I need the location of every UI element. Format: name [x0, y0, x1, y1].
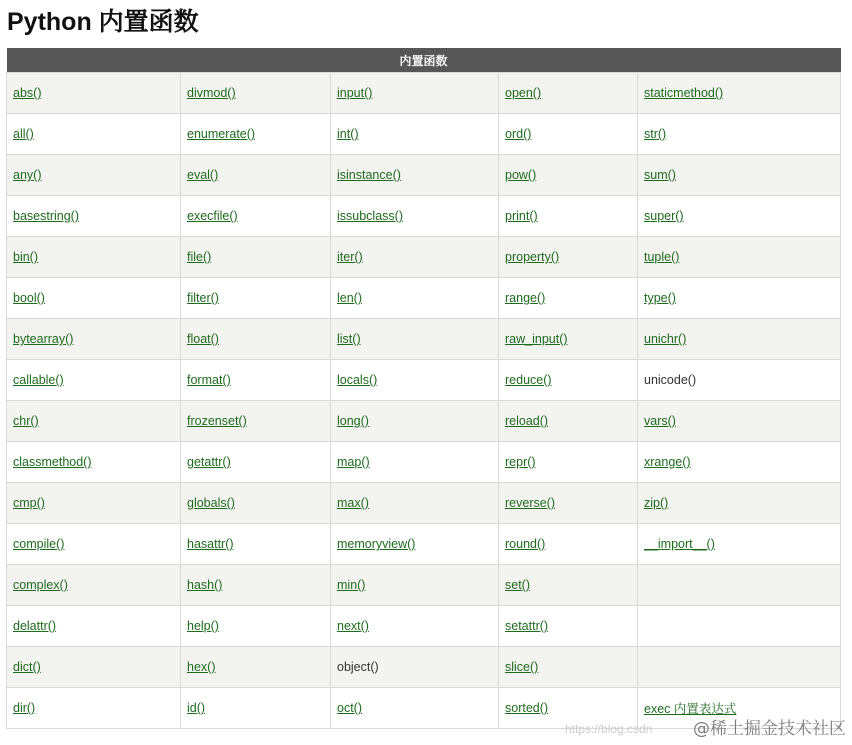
function-link[interactable]: reload()	[505, 414, 549, 428]
table-cell	[7, 319, 181, 360]
table-cell	[331, 483, 499, 524]
function-link[interactable]: any()	[13, 168, 42, 182]
table-body	[7, 73, 841, 729]
function-link[interactable]: isinstance()	[337, 168, 401, 182]
table-cell	[638, 401, 841, 442]
function-link[interactable]: super()	[644, 209, 684, 223]
function-link[interactable]: xrange()	[644, 455, 691, 469]
function-link[interactable]: filter()	[187, 291, 219, 305]
table-cell	[499, 278, 638, 319]
table-cell	[181, 319, 331, 360]
table-cell	[331, 278, 499, 319]
table-cell	[499, 647, 638, 688]
watermark: @稀土掘金技术社区	[693, 719, 846, 739]
function-text: object()	[337, 660, 379, 674]
table-row	[7, 114, 841, 155]
table-cell	[638, 114, 841, 155]
function-link[interactable]: unichr()	[644, 332, 687, 346]
function-link[interactable]: enumerate()	[187, 127, 256, 141]
function-link[interactable]: iter()	[337, 250, 363, 264]
table-cell	[331, 73, 499, 114]
function-link[interactable]: execfile()	[187, 209, 238, 223]
function-link[interactable]: file()	[187, 250, 212, 264]
table-cell	[181, 606, 331, 647]
function-link[interactable]: reduce()	[505, 373, 552, 387]
table-row	[7, 73, 841, 114]
function-link[interactable]: pow()	[505, 168, 537, 182]
function-link[interactable]: type()	[644, 291, 676, 305]
table-row	[7, 237, 841, 278]
table-cell	[7, 688, 181, 729]
table-cell	[181, 647, 331, 688]
table-cell	[638, 524, 841, 565]
table-cell	[499, 73, 638, 114]
function-link[interactable]: tuple()	[644, 250, 680, 264]
table-cell	[331, 647, 499, 688]
table-cell	[499, 401, 638, 442]
table-row	[7, 196, 841, 237]
table-cell	[331, 688, 499, 729]
function-link[interactable]: getattr()	[187, 455, 231, 469]
table-cell	[181, 196, 331, 237]
builtins-table	[6, 48, 841, 729]
table-cell	[638, 155, 841, 196]
function-link[interactable]: set()	[505, 578, 530, 592]
function-link[interactable]: help()	[187, 619, 219, 633]
function-link[interactable]: list()	[337, 332, 361, 346]
table-cell	[331, 319, 499, 360]
table-row	[7, 606, 841, 647]
table-cell	[638, 360, 841, 401]
function-link[interactable]: bin()	[13, 250, 39, 264]
table-cell	[638, 606, 841, 647]
table-cell	[7, 606, 181, 647]
table-cell	[181, 73, 331, 114]
function-link[interactable]: compile()	[13, 537, 65, 551]
table-cell	[181, 483, 331, 524]
table-cell	[499, 524, 638, 565]
function-link[interactable]: ord()	[505, 127, 532, 141]
table-row	[7, 360, 841, 401]
table-cell	[638, 442, 841, 483]
function-link[interactable]: all()	[13, 127, 34, 141]
table-row	[7, 442, 841, 483]
function-link[interactable]: classmethod()	[13, 455, 92, 469]
function-link[interactable]: __import__()	[644, 537, 715, 551]
table-cell	[499, 155, 638, 196]
function-link[interactable]: exec 内置表达式	[644, 702, 737, 716]
function-link[interactable]: eval()	[187, 168, 219, 182]
function-link[interactable]: bool()	[13, 291, 45, 305]
table-cell	[499, 565, 638, 606]
function-link[interactable]: raw_input()	[505, 332, 568, 346]
function-link[interactable]: hash()	[187, 578, 223, 592]
function-link[interactable]: zip()	[644, 496, 669, 510]
function-link[interactable]: oct()	[337, 701, 362, 715]
function-link[interactable]: callable()	[13, 373, 64, 387]
function-link[interactable]: issubclass()	[337, 209, 403, 223]
function-link[interactable]: bytearray()	[13, 332, 74, 346]
table-cell	[638, 73, 841, 114]
function-link[interactable]: hex()	[187, 660, 216, 674]
table-header: 内置函数	[7, 48, 841, 73]
function-link[interactable]: hasattr()	[187, 537, 234, 551]
function-link[interactable]: globals()	[187, 496, 235, 510]
function-link[interactable]: float()	[187, 332, 219, 346]
table-cell	[638, 647, 841, 688]
table-cell	[181, 155, 331, 196]
table-cell	[181, 442, 331, 483]
table-cell	[181, 524, 331, 565]
table-row	[7, 278, 841, 319]
table-cell	[181, 360, 331, 401]
table-cell	[331, 114, 499, 155]
table-cell	[181, 278, 331, 319]
table-cell	[499, 319, 638, 360]
function-link[interactable]: frozenset()	[187, 414, 247, 428]
table-cell	[7, 647, 181, 688]
function-link[interactable]: int()	[337, 127, 359, 141]
table-row	[7, 483, 841, 524]
table-cell	[499, 360, 638, 401]
function-link[interactable]: round()	[505, 537, 546, 551]
function-link[interactable]: long()	[337, 414, 369, 428]
table-cell	[331, 565, 499, 606]
table-cell	[331, 155, 499, 196]
table-cell	[7, 278, 181, 319]
function-link[interactable]: format()	[187, 373, 231, 387]
function-link[interactable]: id()	[187, 701, 206, 715]
function-link[interactable]: dir()	[13, 701, 36, 715]
function-link[interactable]: input()	[337, 86, 373, 100]
table-cell	[638, 483, 841, 524]
table-cell	[331, 360, 499, 401]
function-link[interactable]: basestring()	[13, 209, 79, 223]
function-link[interactable]: map()	[337, 455, 370, 469]
table-cell	[499, 606, 638, 647]
table-cell	[181, 688, 331, 729]
table-cell	[638, 278, 841, 319]
table-cell	[7, 442, 181, 483]
function-link[interactable]: complex()	[13, 578, 68, 592]
function-link[interactable]: property()	[505, 250, 560, 264]
function-link[interactable]: max()	[337, 496, 369, 510]
function-link[interactable]: sorted()	[505, 701, 549, 715]
table-cell	[7, 237, 181, 278]
table-row	[7, 155, 841, 196]
table-cell	[331, 524, 499, 565]
table-cell	[331, 401, 499, 442]
function-link[interactable]: memoryview()	[337, 537, 416, 551]
table-cell	[7, 524, 181, 565]
function-link[interactable]: abs()	[13, 86, 42, 100]
table-cell	[638, 196, 841, 237]
function-link[interactable]: next()	[337, 619, 369, 633]
function-link[interactable]: reverse()	[505, 496, 556, 510]
table-header-row	[7, 48, 841, 73]
function-link[interactable]: staticmethod()	[644, 86, 724, 100]
table-cell	[499, 114, 638, 155]
table-cell	[7, 401, 181, 442]
function-link[interactable]: repr()	[505, 455, 536, 469]
table-row	[7, 319, 841, 360]
function-link[interactable]: min()	[337, 578, 366, 592]
table-row	[7, 647, 841, 688]
table-cell	[7, 196, 181, 237]
function-text: unicode()	[644, 373, 697, 387]
table-cell	[638, 237, 841, 278]
table-cell	[7, 360, 181, 401]
function-link[interactable]: len()	[337, 291, 363, 305]
table-cell	[499, 237, 638, 278]
table-cell	[7, 155, 181, 196]
table-cell	[331, 196, 499, 237]
function-link[interactable]: str()	[644, 127, 667, 141]
function-link[interactable]: divmod()	[187, 86, 236, 100]
table-cell	[181, 401, 331, 442]
table-cell	[7, 73, 181, 114]
table-cell	[331, 606, 499, 647]
page-title: Python 内置函数	[7, 8, 199, 36]
function-link[interactable]: setattr()	[505, 619, 549, 633]
function-link[interactable]: dict()	[13, 660, 41, 674]
table-cell	[331, 237, 499, 278]
table-cell	[181, 565, 331, 606]
table-cell	[331, 442, 499, 483]
table-cell	[7, 483, 181, 524]
function-link[interactable]: delattr()	[13, 619, 57, 633]
table-cell	[499, 483, 638, 524]
table-row	[7, 565, 841, 606]
function-link[interactable]: sum()	[644, 168, 676, 182]
table-row	[7, 524, 841, 565]
table-cell	[638, 319, 841, 360]
table-cell	[7, 114, 181, 155]
table-cell	[499, 442, 638, 483]
watermark-url: https://blog.csdn	[565, 722, 653, 736]
table-row	[7, 401, 841, 442]
table-cell	[638, 565, 841, 606]
function-link[interactable]: chr()	[13, 414, 39, 428]
table-cell	[181, 114, 331, 155]
table-cell	[7, 565, 181, 606]
function-link[interactable]: open()	[505, 86, 542, 100]
function-link[interactable]: slice()	[505, 660, 539, 674]
table-cell	[499, 196, 638, 237]
table-cell	[181, 237, 331, 278]
function-link[interactable]: print()	[505, 209, 538, 223]
function-link[interactable]: vars()	[644, 414, 676, 428]
function-link[interactable]: locals()	[337, 373, 378, 387]
function-link[interactable]: range()	[505, 291, 546, 305]
function-link[interactable]: cmp()	[13, 496, 45, 510]
